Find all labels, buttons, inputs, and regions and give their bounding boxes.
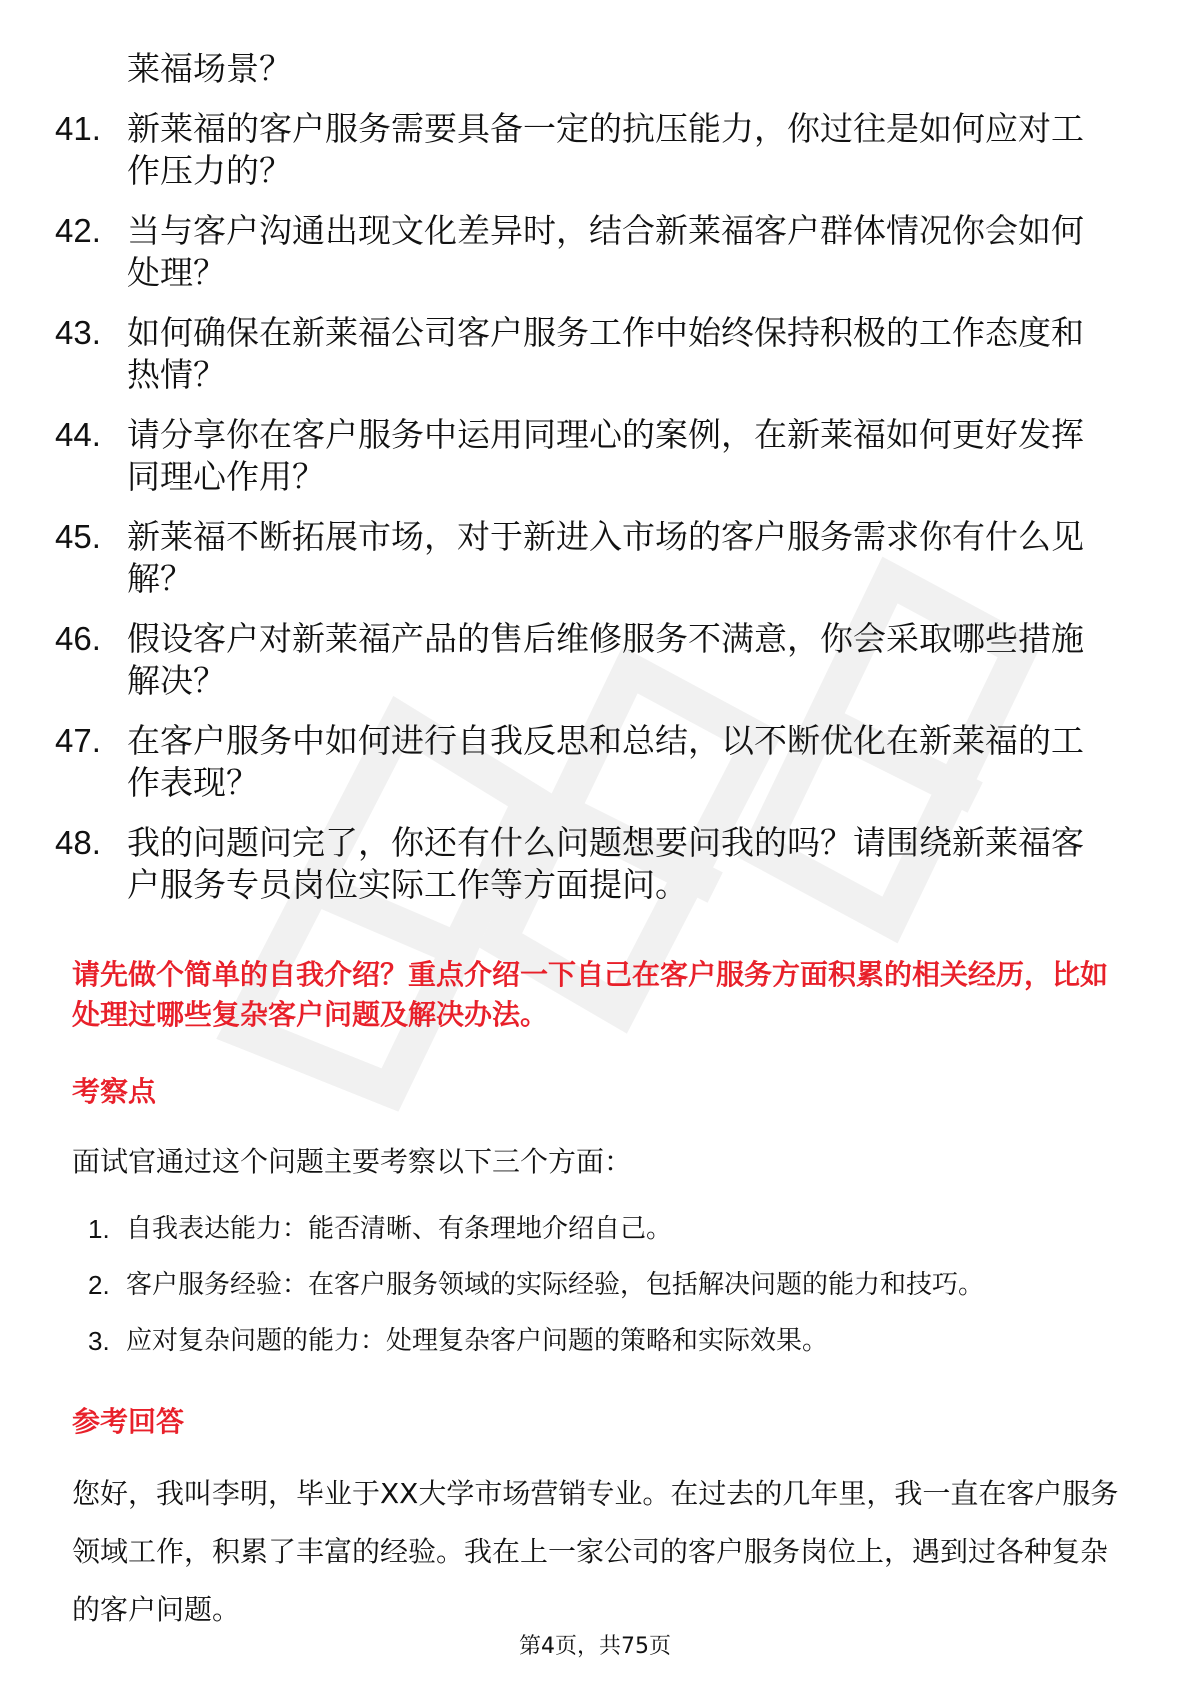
question-item — [55, 720, 1115, 804]
page-footer: 第4页，共75页 — [519, 1634, 671, 1659]
question-number: 47. — [55, 722, 101, 759]
assessment-points — [80, 1210, 1120, 1378]
question-number: 42. — [55, 212, 101, 249]
question-item — [55, 618, 1115, 702]
question-item — [55, 312, 1115, 396]
question-number: 46. — [55, 620, 101, 657]
question-number: 44. — [55, 416, 101, 453]
point-number: 2. — [88, 1270, 110, 1300]
reference-heading: 参考回答 — [72, 1405, 185, 1438]
assessment-point — [80, 1266, 1120, 1304]
question-text: 假设客户对新莱福产品的售后维修服务不满意，你会采取哪些措施解决？ — [127, 619, 1084, 700]
question-text: 新莱福不断拓展市场，对于新进入市场的客户服务需求你有什么见解？ — [127, 517, 1084, 598]
question-list — [55, 48, 1115, 924]
question-text: 新莱福的客户服务需要具备一定的抗压能力，你过往是如何应对工作压力的？ — [127, 109, 1084, 190]
question-number: 48. — [55, 824, 101, 861]
question-text: 请分享你在客户服务中运用同理心的案例，在新莱福如何更好发挥同理心作用？ — [127, 415, 1084, 496]
point-number: 3. — [88, 1326, 110, 1356]
reference-answer: 您好，我叫李明，毕业于XX大学市场营销专业。在过去的几年里，我一直在客户服务领域工作，积累了丰富的经验。我在上一家公司的客户服务岗位上，遇到过各种复杂的客户问题。 — [72, 1477, 1119, 1626]
assessment-point — [80, 1322, 1120, 1360]
assessment-intro: 面试官通过这个问题主要考察以下三个方面： — [72, 1145, 633, 1178]
featured-question-title: 请先做个简单的自我介绍？重点介绍一下自己在客户服务方面积累的相关经历，比如处理过哪些复杂客户问题及解决办法。 — [72, 958, 1109, 1031]
point-number: 1. — [88, 1214, 110, 1244]
assessment-point — [80, 1210, 1120, 1248]
question-continuation — [55, 48, 1115, 90]
point-text: 客户服务经验：在客户服务领域的实际经验，包括解决问题的能力和技巧。 — [126, 1270, 985, 1300]
question-item — [55, 210, 1115, 294]
question-text: 当与客户沟通出现文化差异时，结合新莱福客户群体情况你会如何处理？ — [127, 211, 1084, 292]
question-item — [55, 414, 1115, 498]
question-number: 45. — [55, 518, 101, 555]
assessment-heading: 考察点 — [72, 1075, 157, 1108]
question-number: 41. — [55, 110, 101, 147]
question-item — [55, 108, 1115, 192]
question-item — [55, 516, 1115, 600]
point-text: 应对复杂问题的能力：处理复杂客户问题的策略和实际效果。 — [126, 1326, 829, 1356]
question-text: 我的问题问完了，你还有什么问题想要问我的吗？请围绕新莱福客户服务专员岗位实际工作等方面提问。 — [127, 823, 1084, 904]
point-text: 自我表达能力：能否清晰、有条理地介绍自己。 — [126, 1214, 673, 1244]
question-number: 43. — [55, 314, 101, 351]
question-continuation-text: 莱福场景？ — [127, 49, 292, 88]
question-text: 在客户服务中如何进行自我反思和总结，以不断优化在新莱福的工作表现？ — [127, 721, 1084, 802]
question-item — [55, 822, 1115, 906]
question-text: 如何确保在新莱福公司客户服务工作中始终保持积极的工作态度和热情？ — [127, 313, 1084, 394]
